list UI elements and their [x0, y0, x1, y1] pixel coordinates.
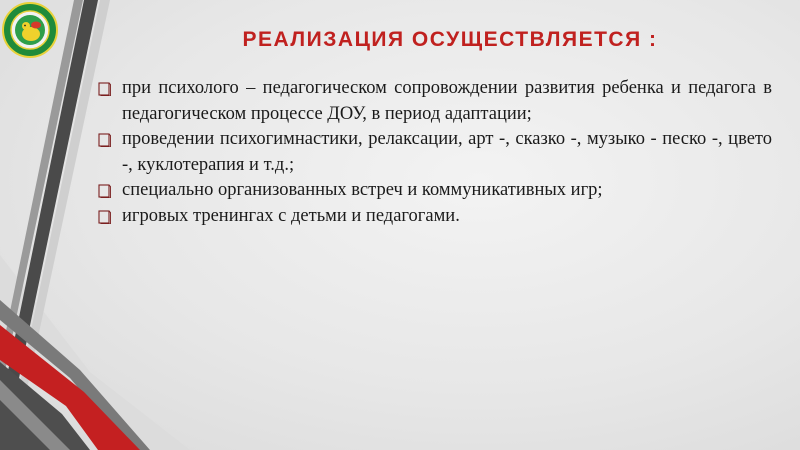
bullet-item: [98, 127, 772, 178]
bullet-text: проведении психогимнастики, релаксации, арт -, сказко -, музыко - песко -, цвето -, куклотерапия и т.д.;: [122, 129, 772, 175]
bullet-list: [98, 76, 772, 229]
bullet-item: [98, 178, 772, 204]
hollow-square-arrow-icon: [98, 184, 111, 198]
bullet-item: [98, 76, 772, 127]
hollow-square-arrow-icon: [98, 82, 111, 96]
bullet-item: [98, 204, 772, 230]
bullet-text: игровых тренингах с детьми и педагогами.: [122, 205, 460, 226]
hollow-square-arrow-icon: [98, 210, 111, 224]
bullet-text: при психолого – педагогическом сопровождении развития ребенка и педагога в педагогическом процессе ДОУ, в период адаптации;: [122, 78, 772, 124]
slide-title: РЕАЛИЗАЦИЯ ОСУЩЕСТВЛЯЕТСЯ :: [242, 28, 658, 51]
kindergarten-logo-icon: [2, 2, 58, 58]
hollow-square-arrow-icon: [98, 133, 111, 147]
bullet-text: специально организованных встреч и коммуникативных игр;: [122, 180, 603, 200]
